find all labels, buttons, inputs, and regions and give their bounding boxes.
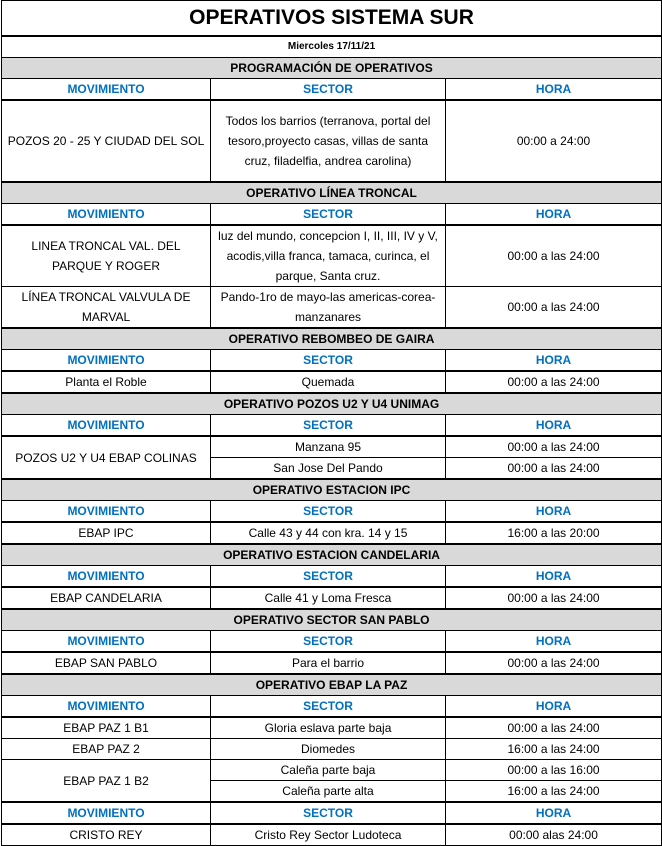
cell-sector: Caleña parte baja: [211, 760, 446, 781]
cell-movimiento: EBAP CANDELARIA: [2, 587, 211, 609]
cell-movimiento: LINEA TRONCAL VAL. DEL PARQUE Y ROGER: [2, 225, 211, 287]
cell-movimiento: LÍNEA TRONCAL VALVULA DE MARVAL: [2, 287, 211, 329]
section-title: OPERATIVO SECTOR SAN PABLO: [2, 609, 662, 631]
cell-hora: 00:00 a las 24:00: [446, 436, 662, 458]
column-header-sector: SECTOR: [211, 79, 446, 101]
column-header-movimiento: MOVIMIENTO: [2, 350, 211, 372]
cell-sector: Para el barrio: [211, 652, 446, 674]
cell-sector: Calle 41 y Loma Fresca: [211, 587, 446, 609]
cell-movimiento: EBAP PAZ 2: [2, 739, 211, 760]
cell-sector: San Jose Del Pando: [211, 458, 446, 480]
section-title: OPERATIVO REBOMBEO DE GAIRA: [2, 328, 662, 350]
column-header-movimiento: MOVIMIENTO: [2, 415, 211, 437]
section-title: OPERATIVO EBAP LA PAZ: [2, 674, 662, 696]
section-title: PROGRAMACIÓN DE OPERATIVOS: [2, 58, 662, 79]
column-header-hora: HORA: [446, 79, 662, 101]
cell-hora: 00:00 a las 24:00: [446, 225, 662, 287]
cell-hora: 00:00 alas 24:00: [446, 824, 662, 846]
column-header-hora: HORA: [446, 802, 662, 824]
column-header-sector: SECTOR: [211, 631, 446, 653]
cell-hora: 00:00 a las 24:00: [446, 458, 662, 480]
date-label: Miercoles 17/11/21: [2, 36, 662, 58]
column-header-sector: SECTOR: [211, 566, 446, 588]
column-header-sector: SECTOR: [211, 696, 446, 718]
section-title: OPERATIVO ESTACION CANDELARIA: [2, 544, 662, 566]
cell-movimiento: EBAP IPC: [2, 522, 211, 544]
page-title: OPERATIVOS SISTEMA SUR: [2, 1, 662, 37]
cell-movimiento: EBAP PAZ 1 B1: [2, 717, 211, 739]
section-title: OPERATIVO LÍNEA TRONCAL: [2, 182, 662, 204]
cell-hora: 00:00 a las 24:00: [446, 371, 662, 393]
column-header-sector: SECTOR: [211, 415, 446, 437]
cell-movimiento: POZOS U2 Y U4 EBAP COLINAS: [2, 436, 211, 479]
column-header-hora: HORA: [446, 631, 662, 653]
column-header-hora: HORA: [446, 204, 662, 226]
column-header-sector: SECTOR: [211, 501, 446, 523]
cell-sector: Manzana 95: [211, 436, 446, 458]
column-header-movimiento: MOVIMIENTO: [2, 696, 211, 718]
cell-hora: 00:00 a las 24:00: [446, 652, 662, 674]
cell-sector: Caleña parte alta: [211, 781, 446, 803]
cell-hora: 00:00 a las 24:00: [446, 587, 662, 609]
column-header-movimiento: MOVIMIENTO: [2, 501, 211, 523]
cell-hora: 00:00 a las 24:00: [446, 287, 662, 329]
cell-movimiento: EBAP SAN PABLO: [2, 652, 211, 674]
cell-movimiento: POZOS 20 - 25 Y CIUDAD DEL SOL: [2, 100, 211, 182]
column-header-hora: HORA: [446, 415, 662, 437]
cell-sector: Gloria eslava parte baja: [211, 717, 446, 739]
column-header-hora: HORA: [446, 501, 662, 523]
section-title: OPERATIVO ESTACION IPC: [2, 479, 662, 501]
section-title: OPERATIVO POZOS U2 Y U4 UNIMAG: [2, 393, 662, 415]
cell-hora: 00:00 a las 24:00: [446, 717, 662, 739]
column-header-hora: HORA: [446, 696, 662, 718]
column-header-movimiento: MOVIMIENTO: [2, 566, 211, 588]
column-header-movimiento: MOVIMIENTO: [2, 802, 211, 824]
column-header-hora: HORA: [446, 350, 662, 372]
column-header-movimiento: MOVIMIENTO: [2, 79, 211, 101]
cell-hora: 16:00 a las 24:00: [446, 781, 662, 803]
cell-sector: Cristo Rey Sector Ludoteca: [211, 824, 446, 846]
cell-hora: 00:00 a 24:00: [446, 100, 662, 182]
cell-hora: 00:00 a las 16:00: [446, 760, 662, 781]
cell-sector: Diomedes: [211, 739, 446, 760]
cell-sector: luz del mundo, concepcion I, II, III, IV y V, acodis,villa franca, tamaca, curinca, el parque, Santa cruz.: [211, 225, 446, 287]
cell-sector: Pando-1ro de mayo-las americas-corea-manzanares: [211, 287, 446, 329]
cell-hora: 16:00 a las 24:00: [446, 739, 662, 760]
cell-movimiento: EBAP PAZ 1 B2: [2, 760, 211, 803]
cell-hora: 16:00 a las 20:00: [446, 522, 662, 544]
cell-sector: Todos los barrios (terranova, portal del tesoro,proyecto casas, villas de santa cruz, filadelfia, andrea carolina): [211, 100, 446, 182]
column-header-movimiento: MOVIMIENTO: [2, 631, 211, 653]
operativos-table: [1, 0, 662, 846]
column-header-movimiento: MOVIMIENTO: [2, 204, 211, 226]
cell-sector: Quemada: [211, 371, 446, 393]
column-header-sector: SECTOR: [211, 350, 446, 372]
cell-sector: Calle 43 y 44 con kra. 14 y 15: [211, 522, 446, 544]
column-header-sector: SECTOR: [211, 204, 446, 226]
cell-movimiento: CRISTO REY: [2, 824, 211, 846]
column-header-sector: SECTOR: [211, 802, 446, 824]
cell-movimiento: Planta el Roble: [2, 371, 211, 393]
column-header-hora: HORA: [446, 566, 662, 588]
